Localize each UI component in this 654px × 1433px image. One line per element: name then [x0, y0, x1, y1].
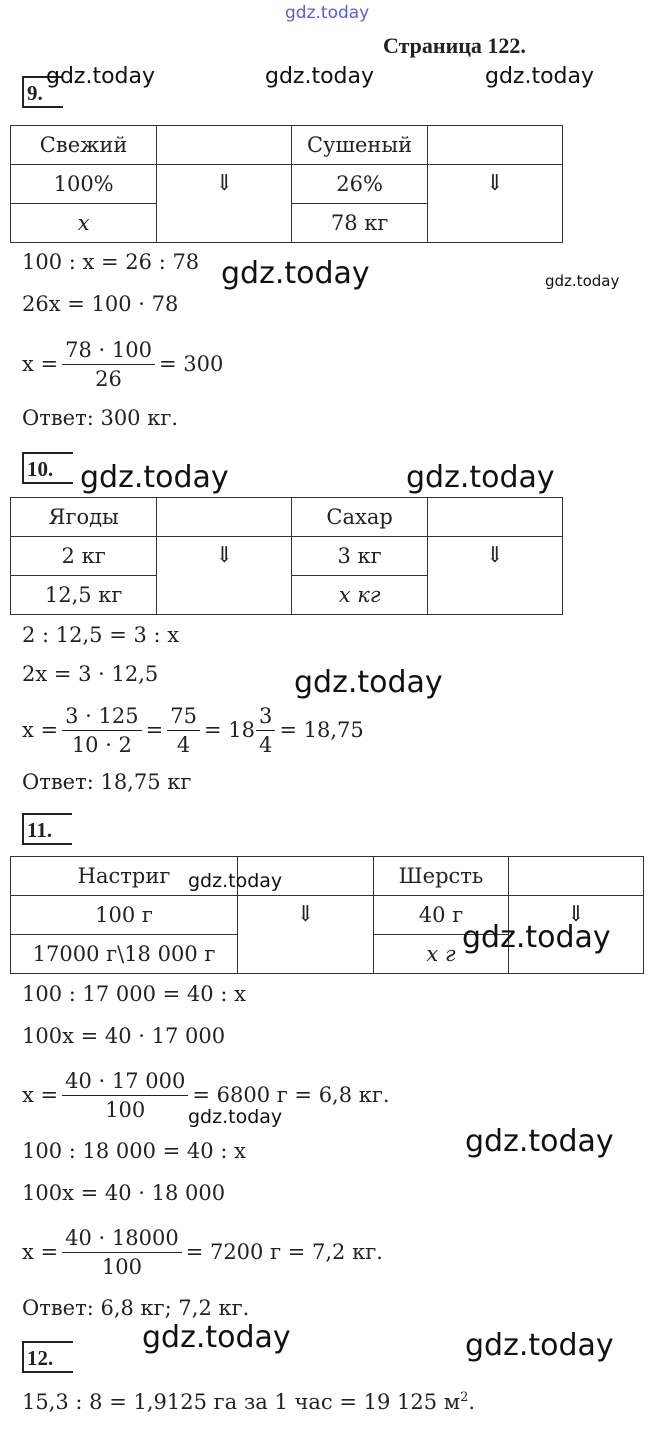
- proportion-table-9: [10, 125, 563, 243]
- fraction-line: x = $\frac{3 \cdot 125}{10 \cdot 2}$ = $\frac{75}{4}$ = 18 $\frac{3}{4}$ = 18,75: [22, 703, 364, 757]
- table-cell: 17000 г\18 000 г: [11, 935, 238, 974]
- equation-line: 2 : 12,5 = 3 : x: [22, 623, 180, 647]
- watermark: gdz.today: [46, 64, 156, 89]
- answer: Ответ: 6,8 кг; 7,2 кг.: [22, 1296, 250, 1320]
- equation-line: 100 : 17 000 = 40 : x: [22, 982, 246, 1006]
- fraction-line: x = $\frac{40 \cdot 18000}{100}$ = 7200 г = 7,2 кг.: [22, 1225, 383, 1279]
- equation-line: 100x = 40 · 17 000: [22, 1024, 226, 1048]
- header-cell: Свежий: [11, 126, 157, 165]
- equation-line: 100x = 40 · 18 000: [22, 1181, 226, 1205]
- equation-line: 100 : x = 26 : 78: [22, 250, 200, 274]
- header-cell: Ягоды: [11, 498, 157, 537]
- watermark: gdz.today: [188, 870, 283, 892]
- task-number-9: 9.: [22, 76, 63, 108]
- fraction-line: x = $\frac{40 \cdot 17 000}{100}$ = 6800 г = 6,8 кг.: [22, 1068, 390, 1122]
- table-cell: 40 г: [374, 896, 509, 935]
- equation-line: 15,3 : 8 = 1,9125 га за 1 час = 19 125 $м^2$.: [22, 1390, 476, 1414]
- page-title: Страница 122.: [383, 33, 526, 58]
- watermark: gdz.today: [265, 64, 375, 89]
- table-cell: 100 г: [11, 896, 238, 935]
- header-cell: Сахар: [292, 498, 427, 537]
- task-number-11: 11.: [22, 813, 72, 845]
- proportion-table-11: [10, 856, 644, 974]
- table-cell: x г: [374, 935, 509, 974]
- table-cell: 2 кг: [11, 537, 157, 576]
- table-cell: 26%: [292, 165, 427, 204]
- watermark: gdz.today: [80, 460, 229, 495]
- down-arrow-icon: ⇓: [157, 165, 292, 243]
- fraction-line: x = $\frac{78 \cdot 100}{26}$ = 300: [22, 337, 224, 391]
- down-arrow-icon: ⇓: [427, 165, 562, 243]
- watermark: gdz.today: [294, 665, 443, 700]
- table-cell: 100%: [11, 165, 157, 204]
- down-arrow-icon: ⇓: [238, 896, 374, 974]
- watermark: gdz.today: [221, 256, 370, 291]
- watermark: gdz.today: [285, 3, 370, 23]
- down-arrow-icon: ⇓: [427, 537, 562, 615]
- header-cell: Сушеный: [292, 126, 427, 165]
- watermark: gdz.today: [188, 1106, 283, 1128]
- equation-line: 26x = 100 · 78: [22, 292, 179, 316]
- header-cell: Шерсть: [374, 857, 509, 896]
- watermark: gdz.today: [142, 1320, 291, 1355]
- empty-cell: [509, 857, 644, 896]
- watermark: gdz.today: [545, 272, 620, 290]
- answer: Ответ: 18,75 кг: [22, 770, 192, 794]
- table-cell: 3 кг: [292, 537, 427, 576]
- table-cell: 78 кг: [292, 204, 427, 243]
- empty-cell: [157, 498, 292, 537]
- proportion-table-10: [10, 497, 563, 615]
- watermark: gdz.today: [465, 1328, 614, 1363]
- down-arrow-icon: ⇓: [157, 537, 292, 615]
- task-number-12: 12.: [22, 1341, 73, 1373]
- equation-line: 2x = 3 · 12,5: [22, 662, 159, 686]
- watermark: gdz.today: [465, 1124, 614, 1159]
- table-cell: x кг: [292, 576, 427, 615]
- empty-cell: [157, 126, 292, 165]
- table-cell: x: [11, 204, 157, 243]
- answer: Ответ: 300 кг.: [22, 406, 179, 430]
- table-cell: 12,5 кг: [11, 576, 157, 615]
- watermark: gdz.today: [406, 460, 555, 495]
- down-arrow-icon: ⇓: [509, 896, 644, 974]
- empty-cell: [427, 126, 562, 165]
- watermark: gdz.today: [485, 64, 595, 89]
- empty-cell: [427, 498, 562, 537]
- task-number-10: 10.: [22, 452, 73, 484]
- watermark: gdz.today: [462, 920, 611, 955]
- equation-line: 100 : 18 000 = 40 : x: [22, 1139, 246, 1163]
- header-cell: Настриг: [11, 857, 238, 896]
